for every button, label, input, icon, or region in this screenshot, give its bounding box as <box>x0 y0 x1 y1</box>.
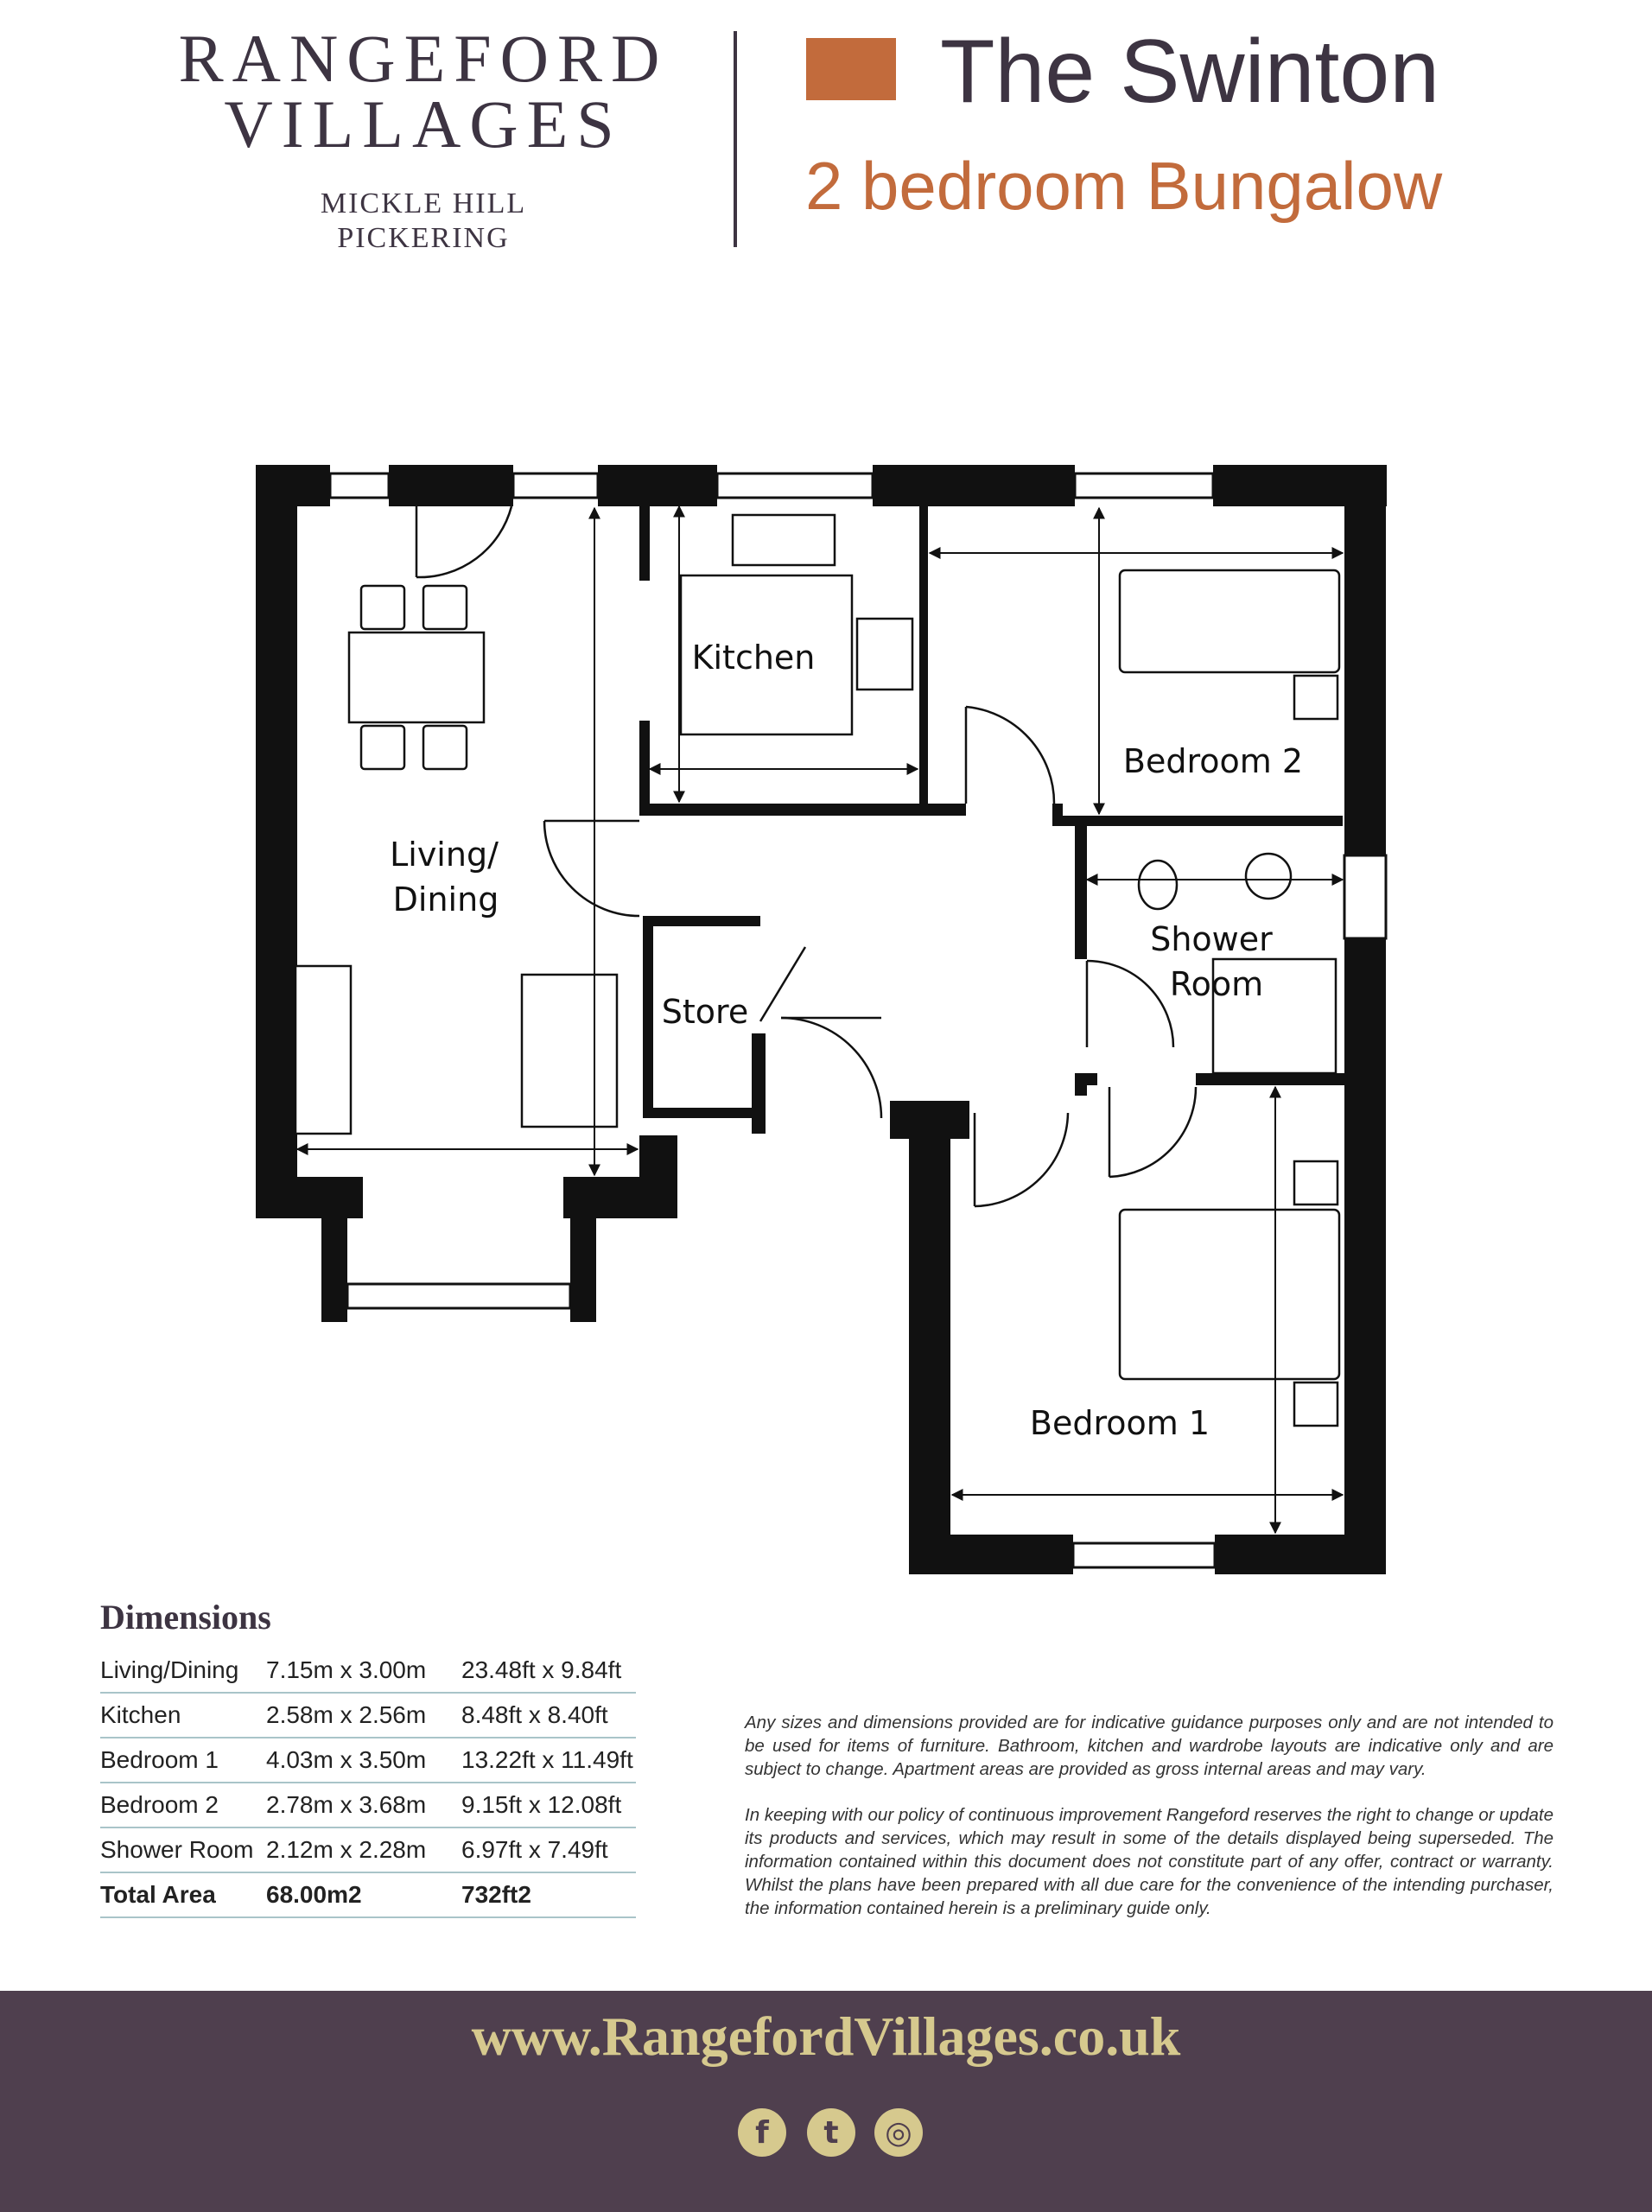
room-label-kitchen: Kitchen <box>691 639 816 677</box>
table-row <box>100 1783 636 1827</box>
dim-room: Kitchen <box>100 1693 266 1738</box>
total-imperial: 732ft2 <box>461 1872 636 1917</box>
table-row <box>100 1649 636 1693</box>
instagram-icon[interactable]: ◎ <box>874 2108 923 2157</box>
table-row <box>100 1827 636 1872</box>
house-subtitle: 2 bedroom Bungalow <box>805 148 1443 224</box>
total-label: Total Area <box>100 1872 266 1917</box>
house-title: The Swinton <box>940 22 1440 122</box>
room-label-shower-line1: Shower <box>1150 920 1273 958</box>
total-row <box>100 1872 636 1917</box>
dim-room: Shower Room <box>100 1827 266 1872</box>
disclaimer <box>745 1711 1554 1942</box>
website-link[interactable]: www.RangefordVillages.co.uk <box>471 2005 1181 2067</box>
room-label-living-line2: Dining <box>392 880 499 918</box>
dim-imperial: 8.48ft x 8.40ft <box>461 1693 636 1738</box>
room-label-bedroom-1: Bedroom 1 <box>1029 1404 1210 1442</box>
dim-room: Living/Dining <box>100 1649 266 1693</box>
dim-imperial: 6.97ft x 7.49ft <box>461 1827 636 1872</box>
location-line2: PICKERING <box>337 222 510 254</box>
location-line1: MICKLE HILL <box>320 188 527 219</box>
dim-room: Bedroom 1 <box>100 1738 266 1783</box>
dim-metric: 4.03m x 3.50m <box>266 1738 461 1783</box>
dim-imperial: 9.15ft x 12.08ft <box>461 1783 636 1827</box>
table-row <box>100 1738 636 1783</box>
dim-room: Bedroom 2 <box>100 1783 266 1827</box>
dim-imperial: 13.22ft x 11.49ft <box>461 1738 636 1783</box>
disclaimer-paragraph-1: Any sizes and dimensions provided are for indicative guidance purposes only and are not intended to be used for items of furniture. Bathroom, kitchen and wardrobe layouts are indicative only and are subject to change. Apartment areas are provided as gross internal areas and may vary. <box>745 1713 1554 1779</box>
disclaimer-paragraph-2: In keeping with our policy of continuous improvement Rangeford reserves the right to change or update its products and services, which may result in some of the details displayed being superseded. The information contained within this document does not constitute part of any offer, contract or warranty. Whilst the plans have been prepared with all due care for the convenience of the intending purchaser, the information contained herein is a preliminary guide only. <box>745 1805 1554 1918</box>
dim-metric: 2.58m x 2.56m <box>266 1693 461 1738</box>
room-label-bedroom-2: Bedroom 2 <box>1122 742 1304 780</box>
twitter-icon[interactable]: t <box>807 2108 855 2157</box>
room-label-shower-line2: Room <box>1169 965 1264 1003</box>
dim-metric: 2.78m x 3.68m <box>266 1783 461 1827</box>
room-label-store: Store <box>661 993 749 1031</box>
dimensions-title: Dimensions <box>100 1598 271 1637</box>
brand-name-line1: RANGEFORD <box>178 21 669 96</box>
brand-name-line2: VILLAGES <box>224 86 623 162</box>
dim-metric: 7.15m x 3.00m <box>266 1649 461 1693</box>
table-row <box>100 1693 636 1738</box>
dimensions-table <box>100 1649 636 1918</box>
room-label-living-line1: Living/ <box>390 836 499 874</box>
facebook-icon[interactable]: f <box>738 2108 786 2157</box>
dim-metric: 2.12m x 2.28m <box>266 1827 461 1872</box>
dim-imperial: 23.48ft x 9.84ft <box>461 1649 636 1693</box>
total-metric: 68.00m2 <box>266 1872 461 1917</box>
